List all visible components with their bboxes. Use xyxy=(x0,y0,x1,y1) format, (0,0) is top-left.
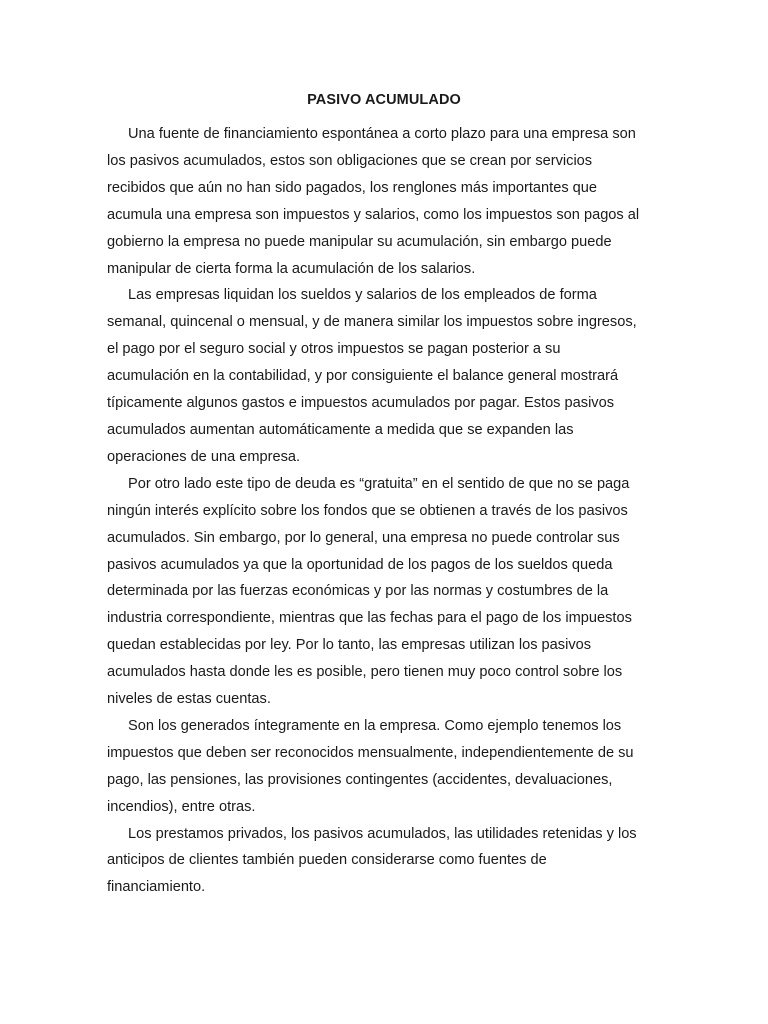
text-line: acumulados hasta donde les es posible, pero tienen muy poco control sobre los xyxy=(107,664,623,681)
document-title: PASIVO ACUMULADO xyxy=(307,92,461,108)
text-line: niveles de estas cuentas. xyxy=(107,691,271,708)
text-line: manipular de cierta forma la acumulación de los salarios. xyxy=(107,260,476,277)
document-body xyxy=(107,121,667,901)
paragraph-5 xyxy=(107,821,667,902)
text-line: determinada por las fuerzas económicas y por las normas y costumbres de la xyxy=(107,583,609,600)
paragraph-3 xyxy=(107,471,667,713)
text-line: recibidos que aún no han sido pagados, los renglones más importantes que xyxy=(107,179,598,196)
text-line: Una fuente de financiamiento espontánea a corto plazo para una empresa son xyxy=(128,126,636,142)
paragraph-1 xyxy=(107,121,667,282)
text-line: incendios), entre otras. xyxy=(107,798,256,815)
text-line: los pasivos acumulados, estos son obligaciones que se crean por servicios xyxy=(107,152,593,169)
text-line: Los prestamos privados, los pasivos acumulados, las utilidades retenidas y los xyxy=(128,825,637,842)
text-line: pago, las pensiones, las provisiones contingentes (accidentes, devaluaciones, xyxy=(107,771,613,788)
text-line: pasivos acumulados ya que la oportunidad de los pagos de los sueldos queda xyxy=(107,556,613,573)
text-line: financiamiento. xyxy=(107,879,206,896)
text-line: típicamente algunos gastos e impuestos acumulados por pagar. Estos pasivos xyxy=(107,395,615,412)
text-line: Las empresas liquidan los sueldos y salarios de los empleados de forma xyxy=(128,287,597,304)
paragraph-4 xyxy=(107,713,667,821)
text-line: Son los generados íntegramente en la empresa. Como ejemplo tenemos los xyxy=(128,717,622,734)
text-line: quedan establecidas por ley. Por lo tanto, las empresas utilizan los pasivos xyxy=(107,637,592,654)
text-line: Por otro lado este tipo de deuda es “gratuita” en el sentido de que no se paga xyxy=(128,475,630,492)
text-line: el pago por el seguro social y otros impuestos se pagan posterior a su xyxy=(107,341,561,358)
text-line: semanal, quincenal o mensual, y de manera similar los impuestos sobre ingresos, xyxy=(107,314,637,331)
text-line: acumulados. Sin embargo, por lo general, una empresa no puede controlar sus xyxy=(107,529,620,546)
text-line: ningún interés explícito sobre los fondos que se obtienen a través de los pasivos xyxy=(107,502,628,519)
text-line: acumula una empresa son impuestos y salarios, como los impuestos son pagos al xyxy=(107,206,640,223)
text-line: acumulados aumentan automáticamente a medida que se expanden las xyxy=(107,421,574,438)
text-line: gobierno la empresa no puede manipular su acumulación, sin embargo puede xyxy=(107,233,612,250)
text-line: acumulación en la contabilidad, y por consiguiente el balance general mostrará xyxy=(107,368,619,385)
text-line: industria correspondiente, mientras que las fechas para el pago de los impuestos xyxy=(107,610,632,627)
paragraph-2 xyxy=(107,282,667,470)
text-line: impuestos que deben ser reconocidos mensualmente, independientemente de su xyxy=(107,744,634,761)
text-line: anticipos de clientes también pueden considerarse como fuentes de xyxy=(107,852,547,869)
text-line: operaciones de una empresa. xyxy=(107,448,301,465)
